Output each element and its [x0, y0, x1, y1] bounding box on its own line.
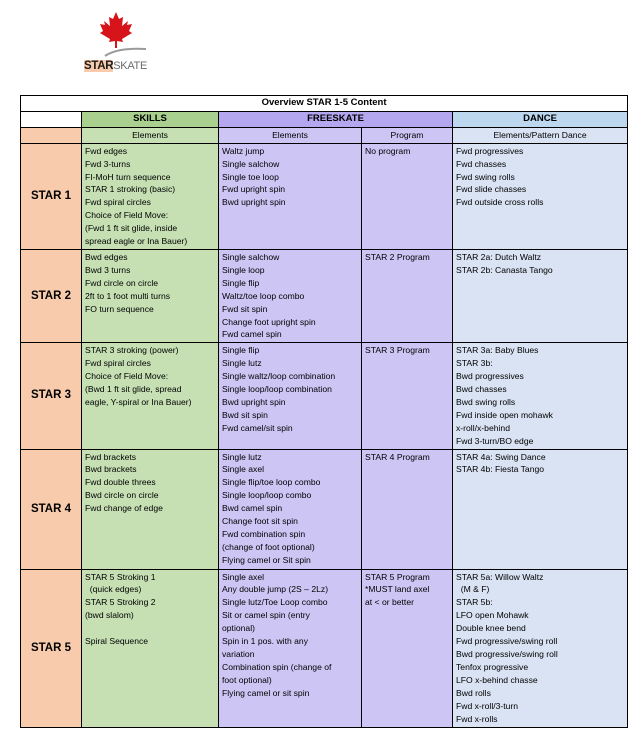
- table-row: [21, 449, 628, 569]
- subheader-program: Program: [362, 127, 453, 143]
- dance-cell: STAR 2a: Dutch Waltz STAR 2b: Canasta Tango: [453, 249, 628, 342]
- freeskate-cell: Single salchow Single loop Single flip Waltz/toe loop combo Fwd sit spin Change foot upright spin Fwd camel spin: [219, 249, 362, 342]
- freeskate-cell: Single lutz Single axel Single flip/toe loop combo Single loop/loop combo Bwd camel spin Change foot sit spin Fwd combination spin (change of foot optional) Flying camel or Sit spin: [219, 449, 362, 569]
- logo-wordmark: STARSKATE: [84, 60, 148, 73]
- dance-cell: Fwd progressives Fwd chasses Fwd swing rolls Fwd slide chasses Fwd outside cross rolls: [453, 143, 628, 249]
- program-cell: STAR 5 Program *MUST land axel at < or better: [362, 569, 453, 727]
- freeskate-cell: Single flip Single lutz Single waltz/loop combination Single loop/loop combination Bwd upright spin Bwd sit spin Fwd camel/sit spin: [219, 343, 362, 449]
- dance-cell: STAR 4a: Swing Dance STAR 4b: Fiesta Tango: [453, 449, 628, 569]
- subheader-dance-elements: Elements/Pattern Dance: [453, 127, 628, 143]
- star-level: STAR 2: [21, 249, 82, 342]
- overview-table: [20, 95, 628, 728]
- freeskate-cell: Waltz jump Single salchow Single toe loop Fwd upright spin Bwd upright spin: [219, 143, 362, 249]
- table-row: [21, 569, 628, 727]
- header-dance: DANCE: [453, 111, 628, 127]
- header-skills: SKILLS: [82, 111, 219, 127]
- skills-cell: Bwd edges Bwd 3 turns Fwd circle on circle 2ft to 1 foot multi turns FO turn sequence: [82, 249, 219, 342]
- skills-cell: STAR 5 Stroking 1 (quick edges) STAR 5 Stroking 2 (bwd slalom) Spiral Sequence: [82, 569, 219, 727]
- freeskate-cell: Single axel Any double jump (2S – 2Lz) Single lutz/Toe Loop combo Sit or camel spin (entry optional) Spin in 1 pos. with any variation Combination spin (change of foot optional) Flying camel or sit spin: [219, 569, 362, 727]
- program-cell: No program: [362, 143, 453, 249]
- program-cell: STAR 4 Program: [362, 449, 453, 569]
- maple-leaf-icon: [84, 8, 154, 60]
- skills-cell: STAR 3 stroking (power) Fwd spiral circles Choice of Field Move: (Bwd 1 ft sit glide, spread eagle, Y-spiral or Ina Bauer): [82, 343, 219, 449]
- skills-cell: Fwd brackets Bwd brackets Fwd double threes Bwd circle on circle Fwd change of edge: [82, 449, 219, 569]
- table-row: [21, 343, 628, 449]
- star-level: STAR 5: [21, 569, 82, 727]
- starskate-logo: [84, 8, 154, 76]
- header-freeskate: FREESKATE: [219, 111, 453, 127]
- table-title: Overview STAR 1-5 Content: [21, 96, 628, 112]
- subheader-freeskate-elements: Elements: [219, 127, 362, 143]
- star-level: STAR 1: [21, 143, 82, 249]
- star-level: STAR 4: [21, 449, 82, 569]
- star-level: STAR 3: [21, 343, 82, 449]
- skills-cell: Fwd edges Fwd 3-turns FI-MoH turn sequence STAR 1 stroking (basic) Fwd spiral circles Choice of Field Move: (Fwd 1 ft sit glide, inside spread eagle or Ina Bauer): [82, 143, 219, 249]
- program-cell: STAR 3 Program: [362, 343, 453, 449]
- dance-cell: STAR 5a: Willow Waltz (M & F) STAR 5b: LFO open Mohawk Double knee bend Fwd progressive/swing roll Bwd progressive/swing roll Tenfox progressive LFO x-behind chasse Bwd rolls Fwd x-roll/3-turn Fwd x-rolls: [453, 569, 628, 727]
- dance-cell: STAR 3a: Baby Blues STAR 3b: Bwd progressives Bwd chasses Bwd swing rolls Fwd inside open mohawk x-roll/x-behind Fwd 3-turn/BO edge: [453, 343, 628, 449]
- program-cell: STAR 2 Program: [362, 249, 453, 342]
- table-row: [21, 249, 628, 342]
- subheader-skills-elements: Elements: [82, 127, 219, 143]
- table-row: [21, 143, 628, 249]
